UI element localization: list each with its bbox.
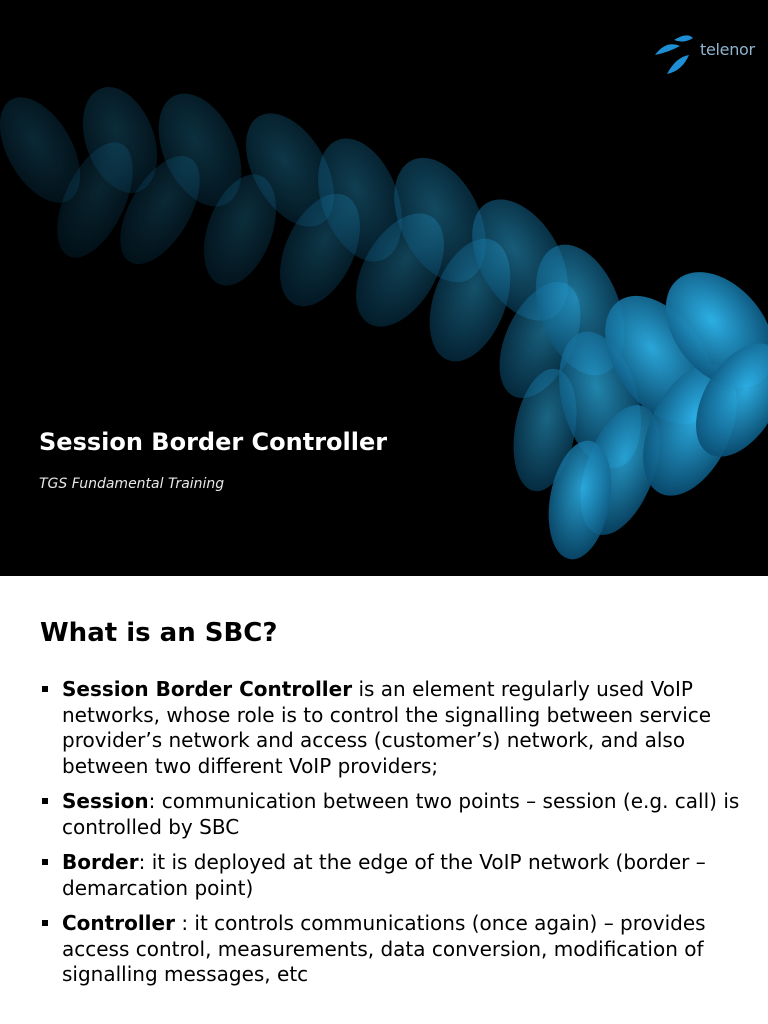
bullet-text: is an element regularly used VoIP networks, whose role is to control the signalling between service provider’s network and access (customer’s) network, and also between two different VoIP providers; [62, 677, 712, 778]
bullet-item [40, 789, 740, 840]
bullet-text: : it is deployed at the edge of the VoIP network (border – demarcation point) [62, 850, 706, 900]
bullet-item [40, 911, 740, 988]
bullet-text: : communication between two points – session (e.g. call) is controlled by SBC [62, 789, 740, 839]
content-slide [0, 576, 768, 1024]
bullet-term: Session [62, 789, 149, 813]
slide-title: What is an SBC? [40, 618, 278, 648]
bullet-text: : it controls communications (once again) – provides access control, measurements, data conversion, modification of signalling messages, etc [62, 911, 706, 986]
logo-text: telenor [700, 40, 755, 59]
presentation-title: Session Border Controller [39, 428, 388, 456]
bullet-term: Session Border Controller [62, 677, 353, 701]
bullet-item [40, 850, 740, 901]
bullet-term: Controller [62, 911, 175, 935]
bullet-list [40, 677, 740, 998]
presentation-subtitle: TGS Fundamental Training [39, 476, 225, 492]
bullet-item [40, 677, 740, 779]
bullet-term: Border [62, 850, 139, 874]
